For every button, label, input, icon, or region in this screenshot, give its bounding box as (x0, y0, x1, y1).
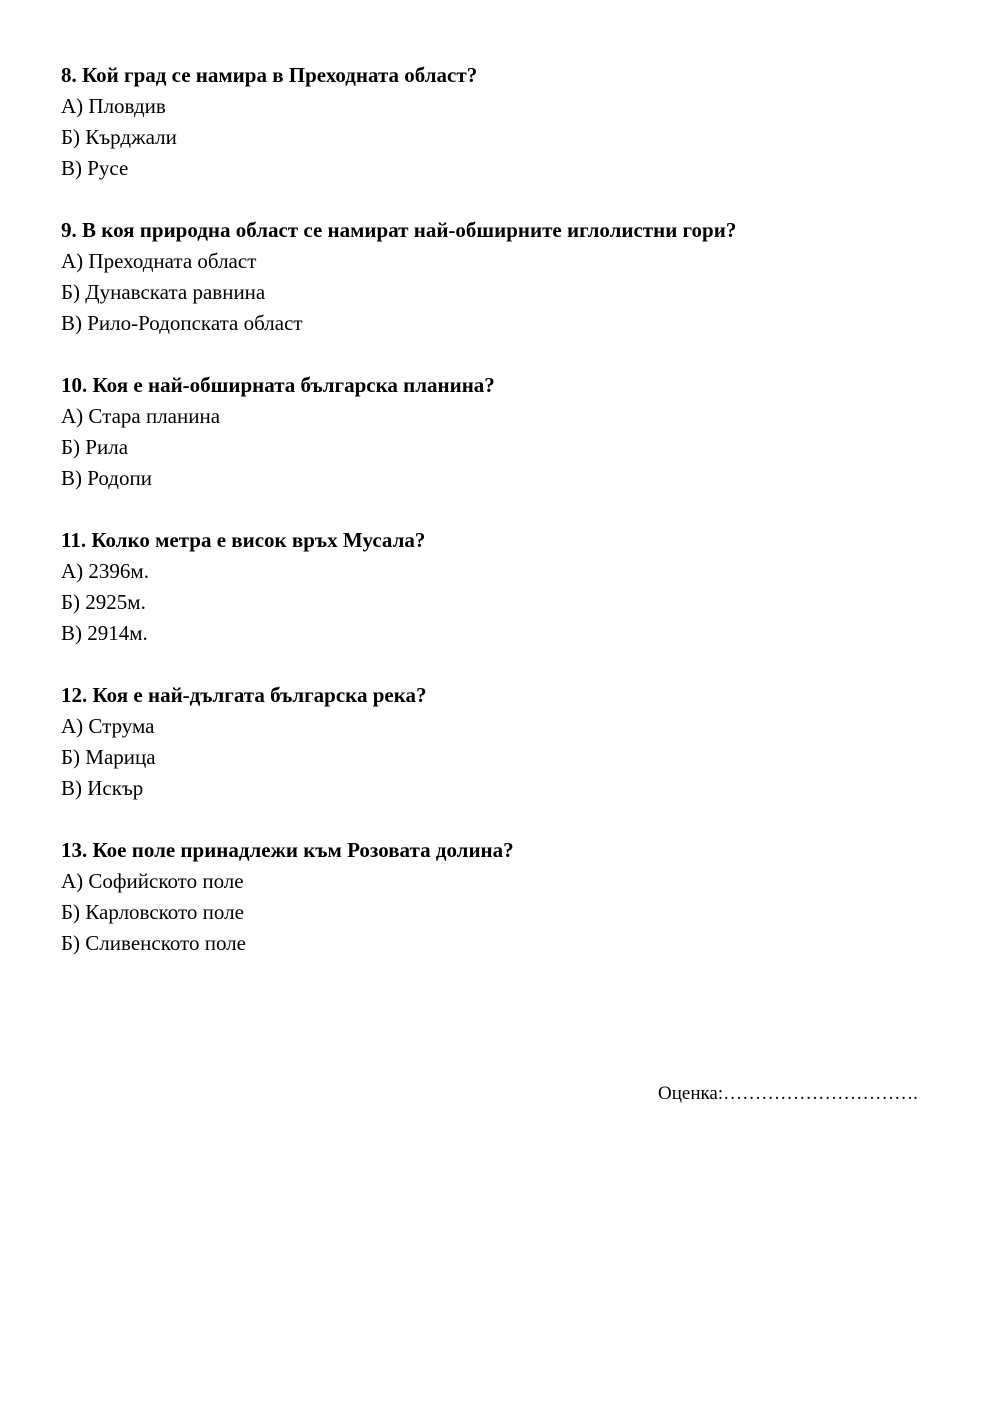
answer-option: Б) Марица (61, 745, 156, 769)
answer-option: В) Искър (61, 776, 144, 800)
answer-option: В) 2914м. (61, 621, 148, 645)
answer-option: А) Стара планина (61, 404, 221, 428)
question-10 (61, 370, 961, 494)
question-11 (61, 525, 961, 649)
answer-option: Б) 2925м. (61, 590, 146, 614)
answer-option: В) Русе (61, 156, 129, 180)
question-12 (61, 680, 961, 804)
grade-line: Оценка:…………………………. (658, 1083, 918, 1104)
answer-option: Б) Рила (61, 435, 129, 459)
answer-option: Б) Карловското поле (61, 900, 244, 924)
answer-option: А) 2396м. (61, 559, 149, 583)
question-title: 11. Колко метра е висок връх Мусала? (61, 528, 426, 552)
question-13 (61, 835, 961, 959)
question-8 (61, 60, 961, 184)
answer-option: В) Родопи (61, 466, 152, 490)
question-9 (61, 215, 961, 339)
answer-option: А) Струма (61, 714, 155, 738)
question-title: 8. Кой град се намира в Преходната област? (61, 63, 478, 87)
answer-option: А) Софийското поле (61, 869, 244, 893)
answer-option: А) Преходната област (61, 249, 257, 273)
question-title: 9. В коя природна област се намират най-обширните иглолистни гори? (61, 218, 737, 242)
answer-option: А) Пловдив (61, 94, 166, 118)
question-title: 13. Кое поле принадлежи към Розовата долина? (61, 838, 514, 862)
answer-option: В) Рило-Родопската област (61, 311, 303, 335)
question-title: 10. Коя е най-обширната българска планина? (61, 373, 495, 397)
answer-option: Б) Дунавската равнина (61, 280, 266, 304)
question-list (61, 60, 961, 990)
answer-option: Б) Сливенското поле (61, 931, 246, 955)
answer-option: Б) Кърджали (61, 125, 177, 149)
question-title: 12. Коя е най-дългата българска река? (61, 683, 427, 707)
